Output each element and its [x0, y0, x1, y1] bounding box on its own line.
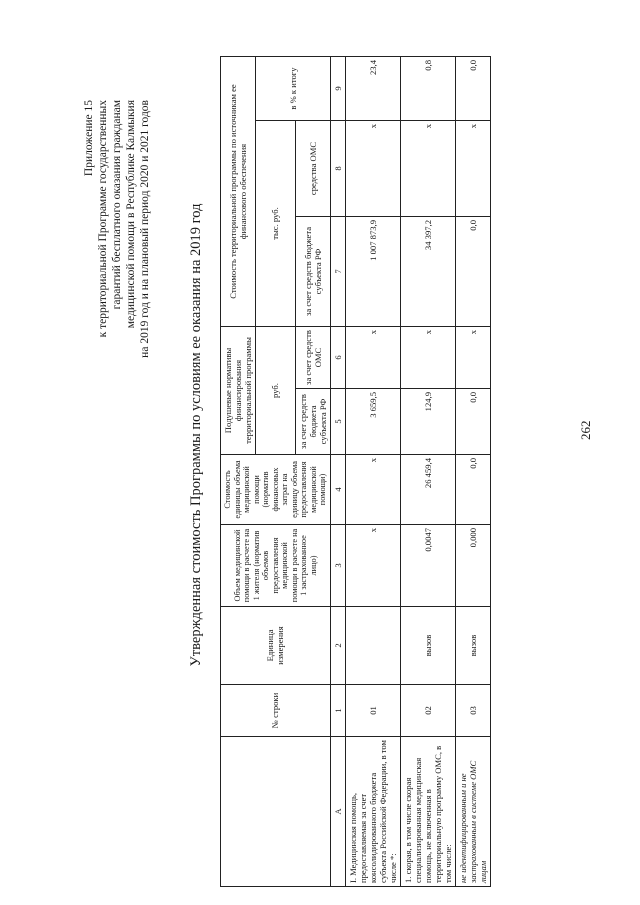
row-unit: вызов	[455, 607, 490, 685]
col-number: 1	[330, 685, 345, 737]
row-unit	[345, 607, 400, 685]
col-number: 8	[330, 121, 345, 217]
row-no: 03	[455, 685, 490, 737]
row-unit: вызов	[400, 607, 455, 685]
row-cost: 0,0	[455, 455, 490, 525]
header-volume: Объем медицинской помощи в расчете на 1 жителя (норматив объемов предоставления медицинской помощи в расчете на 1 застрахованное лицо)	[221, 525, 331, 607]
col-number: 6	[330, 327, 345, 389]
header-cost-budget: за счет средств бюджета субъекта РФ	[295, 217, 330, 327]
col-number: 4	[330, 455, 345, 525]
header-col-a	[221, 737, 331, 887]
table-row	[400, 56, 455, 886]
header-cost-unit: тыс. руб.	[256, 121, 296, 327]
row-name: I. Медицинская помощь, предоставляемая за счет консолидированного бюджета субъекта Российской Федерации, в том числе *:	[345, 737, 400, 887]
row-volume: х	[345, 525, 400, 607]
row-norm-budget: 0,0	[455, 389, 490, 455]
row-norm-oms: х	[455, 327, 490, 389]
header-cost: Стоимость единицы объема медицинской помощи (норматив финансовых затрат на единицу объема предоставления медицинской помощи)	[221, 455, 331, 525]
header-row-1	[221, 56, 256, 886]
header-norm-oms: за счет средств ОМС	[295, 327, 330, 389]
header-row-no: № строки	[221, 685, 331, 737]
appendix-line: Приложение 15	[83, 100, 95, 177]
column-number-row	[330, 56, 345, 886]
header-group-cost: Стоимость территориальной программы по источникам ее финансового обеспечения	[221, 56, 256, 326]
row-cost: 26 459,4	[400, 455, 455, 525]
appendix-block	[82, 100, 152, 520]
row-percent: 0,8	[400, 56, 455, 120]
header-percent: в % к итогу	[256, 56, 331, 120]
document-title: Утвержденная стоимость Программы по условиям ее оказания на 2019 год	[188, 203, 204, 667]
row-cost-budget: 1 007 873,9	[345, 217, 400, 327]
header-group-norm: Подушевые нормативы финансирования территориальной программы	[221, 327, 256, 455]
col-number: 2	[330, 607, 345, 685]
cost-table	[220, 56, 491, 887]
row-norm-budget: 3 659,5	[345, 389, 400, 455]
appendix-line: гарантий бесплатного оказания гражданам	[111, 100, 123, 310]
header-norm-unit: руб.	[256, 327, 296, 455]
row-norm-budget: 124,9	[400, 389, 455, 455]
row-volume: 0,000	[455, 525, 490, 607]
header-cost-oms: средства ОМС	[295, 121, 330, 217]
row-cost: х	[345, 455, 400, 525]
col-number: 3	[330, 525, 345, 607]
row-volume: 0,0047	[400, 525, 455, 607]
row-percent: 0,0	[455, 56, 490, 120]
col-number: 5	[330, 389, 345, 455]
row-norm-oms: х	[345, 327, 400, 389]
row-cost-budget: 34 397,2	[400, 217, 455, 327]
appendix-line: медицинской помощи в Республике Калмыкия	[125, 100, 137, 329]
appendix-line: на 2019 год и на плановый период 2020 и 2021 годов	[139, 100, 151, 358]
col-number: 9	[330, 56, 345, 120]
row-no: 01	[345, 685, 400, 737]
row-norm-oms: х	[400, 327, 455, 389]
col-number: А	[330, 737, 345, 887]
table-row	[345, 56, 400, 886]
page-number: 262	[578, 420, 593, 440]
row-name: не идентифицированным и не застрахованным в системе ОМС лицам	[455, 737, 490, 887]
header-norm-budget: за счет средств бюджета субъекта РФ	[295, 389, 330, 455]
row-cost-oms: х	[345, 121, 400, 217]
row-cost-oms: х	[400, 121, 455, 217]
row-percent: 23,4	[345, 56, 400, 120]
row-cost-budget: 0,0	[455, 217, 490, 327]
row-cost-oms: х	[455, 121, 490, 217]
appendix-line: к территориальной Программе государственных	[97, 100, 109, 338]
table-row	[455, 56, 490, 886]
row-no: 02	[400, 685, 455, 737]
header-unit: Единица измерения	[221, 607, 331, 685]
col-number: 7	[330, 217, 345, 327]
row-name: 1. скорая, в том числе скорая специализированная медицинская помощь, не включенная в территориальную программу ОМС, в том числе:	[400, 737, 455, 887]
